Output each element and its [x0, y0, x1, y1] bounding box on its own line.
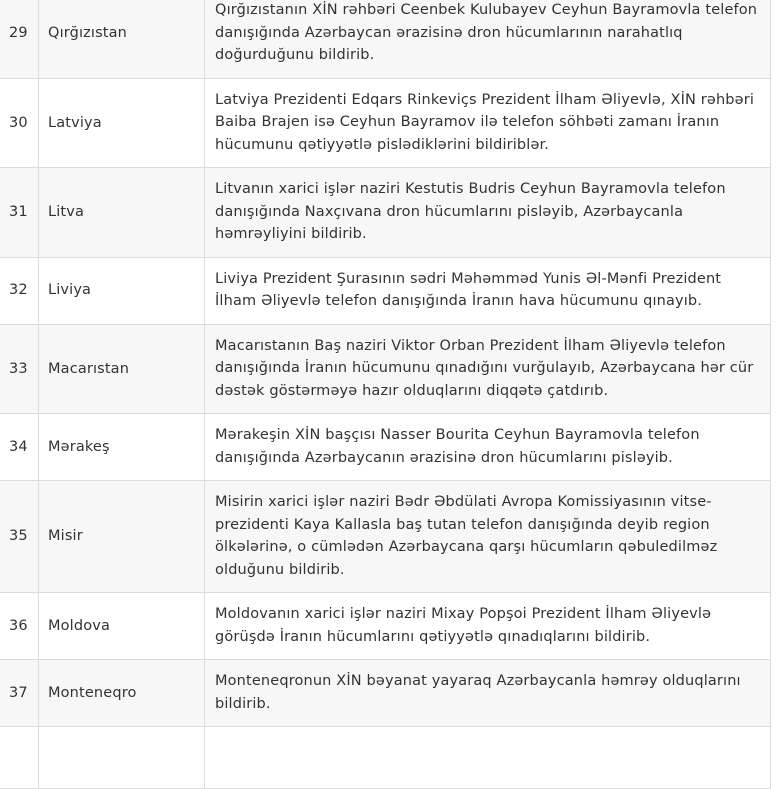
country-name-empty	[39, 727, 205, 789]
table-row	[0, 414, 771, 481]
country-name: Latviya	[39, 78, 205, 168]
statement-text: Moldovanın xarici işlər naziri Mixay Popşoi Prezident İlham Əliyevlə görüşdə İranın hücumlarını qətiyyətlə qınadıqlarını bildirib.	[205, 593, 771, 660]
country-name: Monteneqro	[39, 660, 205, 727]
statement-text: Qırğızıstanın XİN rəhbəri Ceenbek Kulubayev Ceyhun Bayramovla telefon danışığında Azərbaycan ərazisinə dron hücumlarının narahatlıq doğurduğunu bildirib.	[205, 0, 771, 78]
row-number: 33	[0, 324, 39, 414]
row-number: 30	[0, 78, 39, 168]
statement-text: Macarıstanın Baş naziri Viktor Orban Prezident İlham Əliyevlə telefon danışığında İranın hücumunu qınadığını vurğulayıb, Azərbaycana hər cür dəstək göstərməyə hazır olduqlarını diqqətə çatdırıb.	[205, 324, 771, 414]
country-name: Moldova	[39, 593, 205, 660]
country-name: Macarıstan	[39, 324, 205, 414]
table-row	[0, 257, 771, 324]
row-number: 32	[0, 257, 39, 324]
statement-text: Latviya Prezidenti Edqars Rinkeviçs Prezident İlham Əliyevlə, XİN rəhbəri Baiba Brajen isə Ceyhun Bayramov ilə telefon söhbəti zamanı İranın hücumunu qətiyyətlə pislədiklərini bildiriblər.	[205, 78, 771, 168]
table-row	[0, 324, 771, 414]
row-number: 31	[0, 168, 39, 258]
row-number: 37	[0, 660, 39, 727]
statement-text: Litvanın xarici işlər naziri Kestutis Budris Ceyhun Bayramovla telefon danışığında Naxçıvana dron hücumlarını pisləyib, Azərbaycanla həmrəyliyini bildirib.	[205, 168, 771, 258]
table-row	[0, 481, 771, 593]
table-row	[0, 0, 771, 78]
statement-text-empty	[205, 727, 771, 789]
table-row	[0, 593, 771, 660]
country-name: Liviya	[39, 257, 205, 324]
table-row	[0, 168, 771, 258]
statement-text: Mərakeşin XİN başçısı Nasser Bourita Ceyhun Bayramovla telefon danışığında Azərbaycanın ərazisinə dron hücumlarını pisləyib.	[205, 414, 771, 481]
country-name: Mərakeş	[39, 414, 205, 481]
table-row	[0, 78, 771, 168]
row-number: 34	[0, 414, 39, 481]
table-row	[0, 727, 771, 789]
statement-text: Monteneqronun XİN bəyanat yayaraq Azərbaycanla həmrəy olduqlarını bildirib.	[205, 660, 771, 727]
row-number: 36	[0, 593, 39, 660]
table-row	[0, 660, 771, 727]
statement-text: Liviya Prezident Şurasının sədri Məhəmməd Yunis Əl-Mənfi Prezident İlham Əliyevlə telefon danışığında İranın hava hücumunu qınayıb.	[205, 257, 771, 324]
row-number: 29	[0, 0, 39, 78]
country-name: Litva	[39, 168, 205, 258]
row-number: 35	[0, 481, 39, 593]
country-name: Misir	[39, 481, 205, 593]
country-name: Qırğızıstan	[39, 0, 205, 78]
statement-text: Misirin xarici işlər naziri Bədr Əbdülati Avropa Komissiyasının vitse-prezidenti Kaya Kallasla baş tutan telefon danışığında deyib region ölkələrinə, o cümlədən Azərbaycana qarşı hücumların qəbuledilməz olduğunu bildirib.	[205, 481, 771, 593]
row-number-empty	[0, 727, 39, 789]
